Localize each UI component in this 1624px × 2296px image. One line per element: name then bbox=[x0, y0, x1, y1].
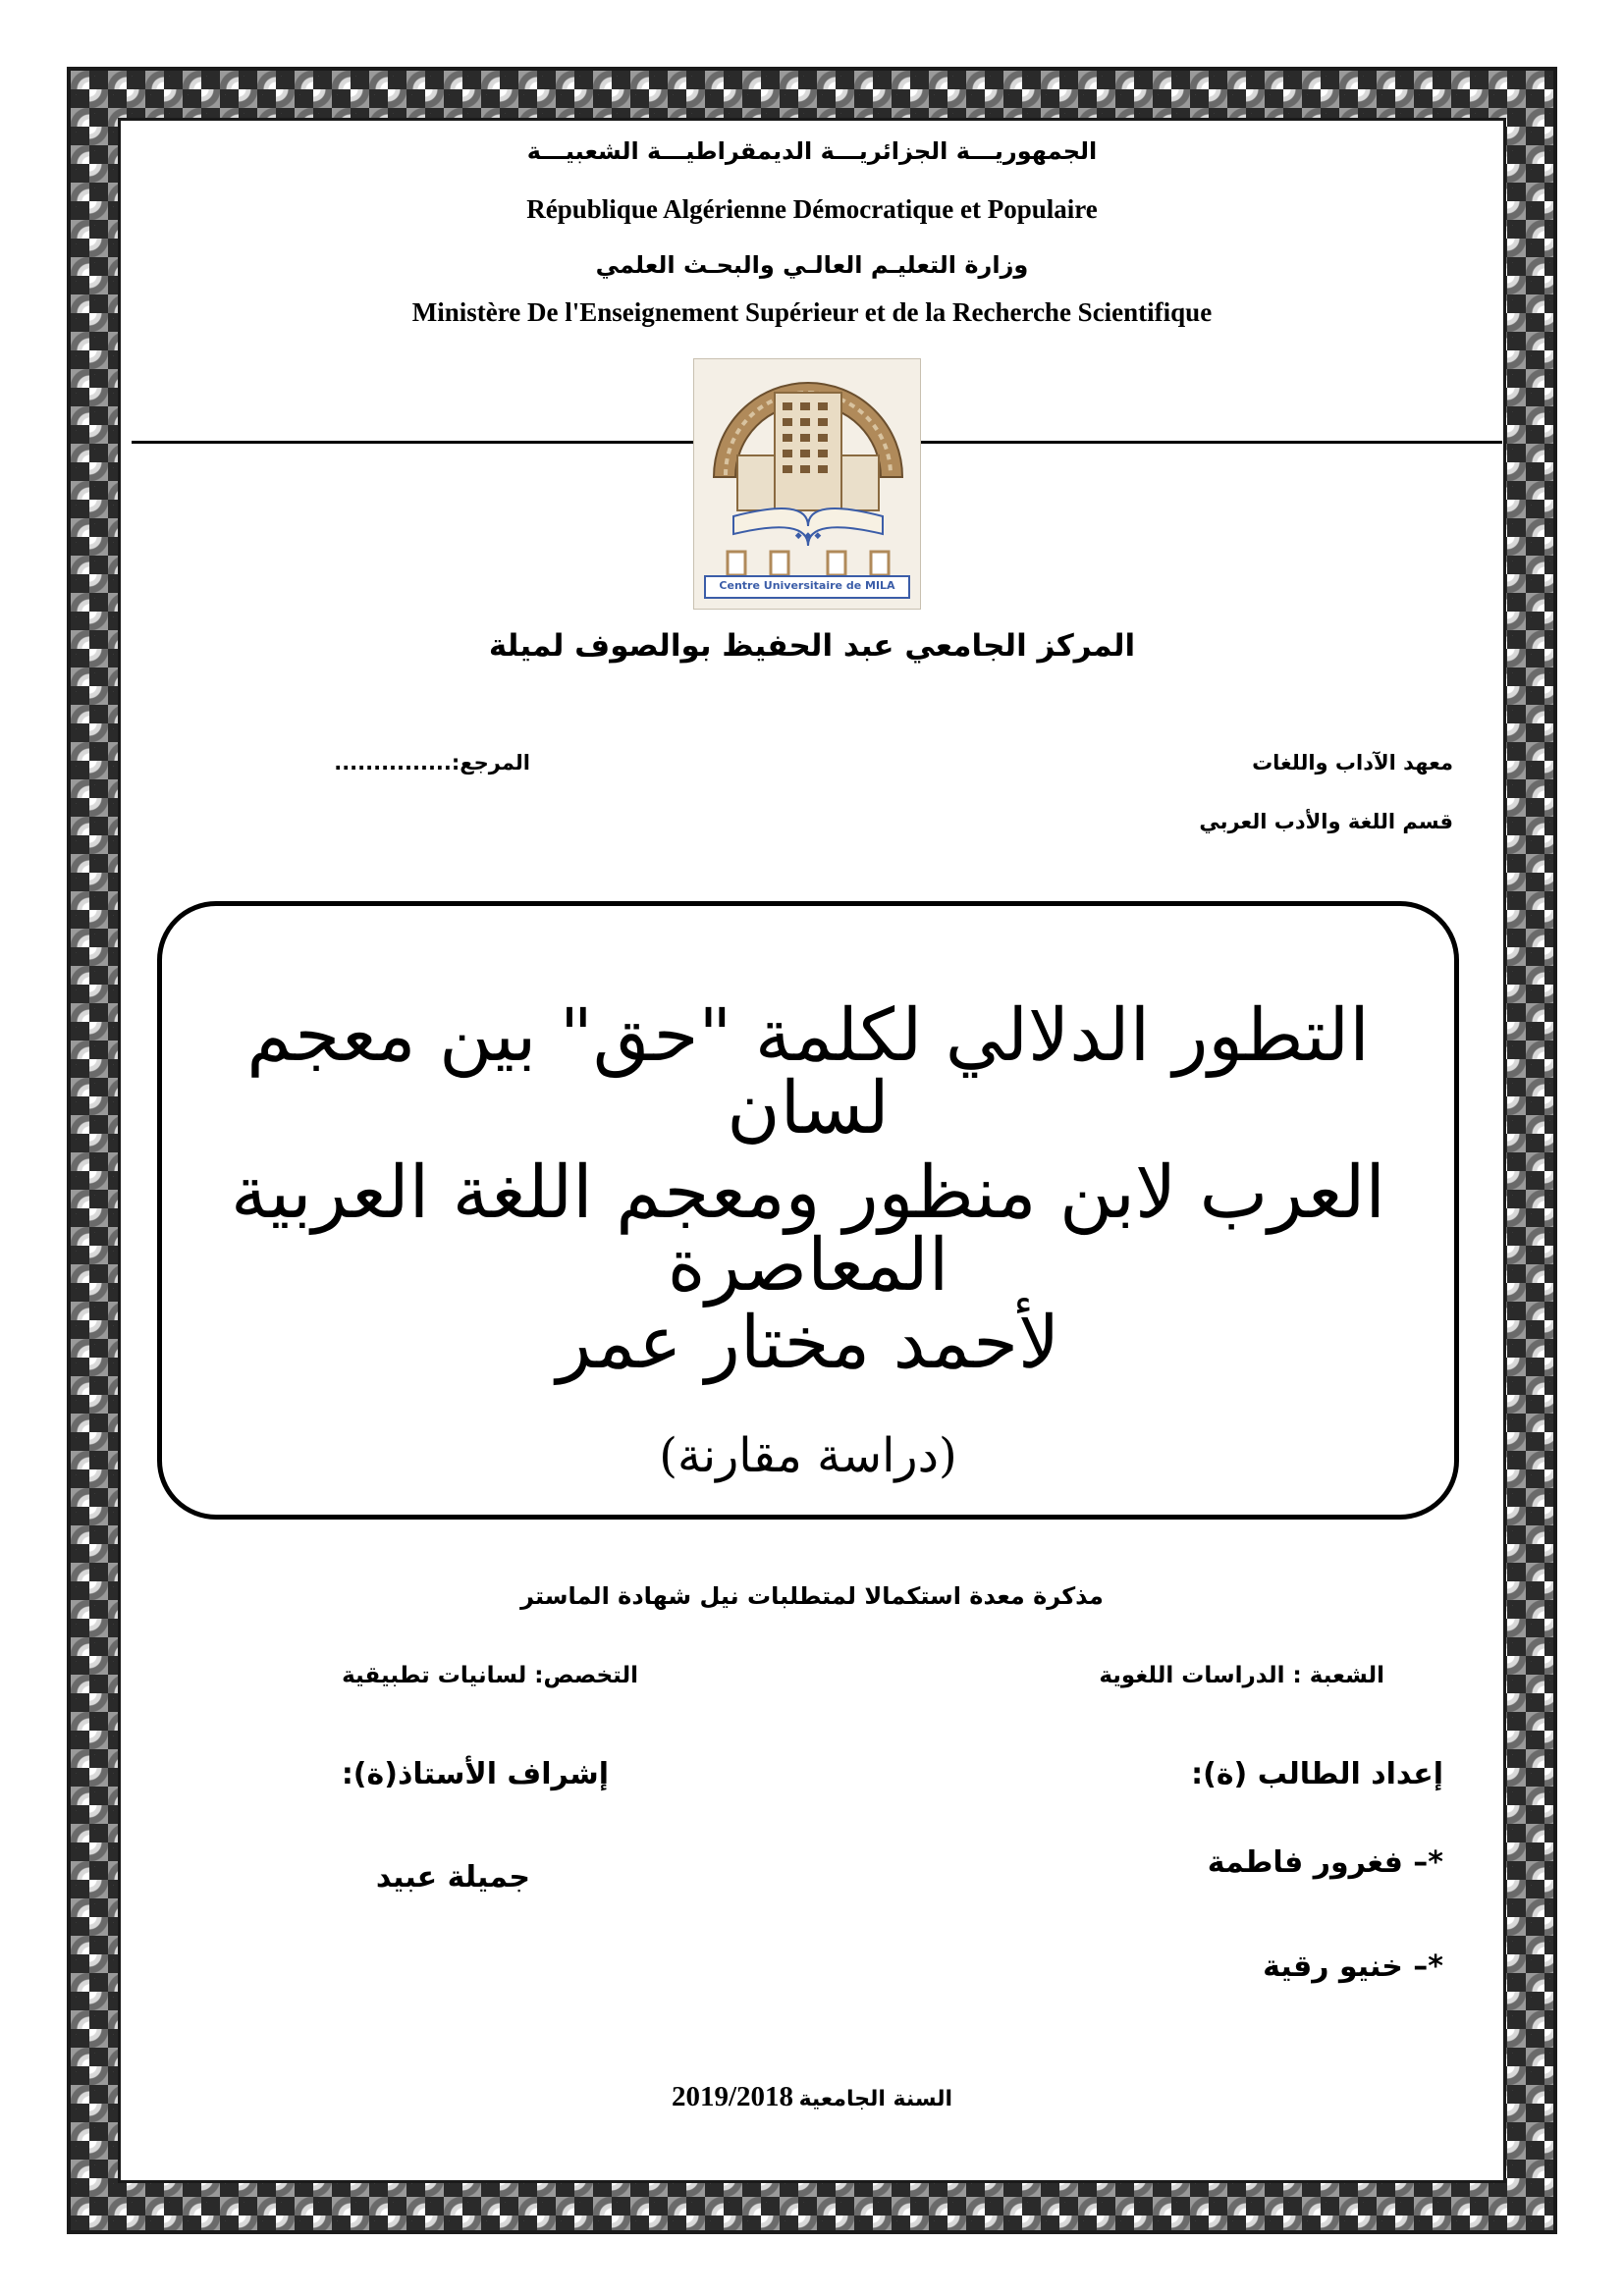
header-left-rule bbox=[132, 441, 703, 444]
academic-year bbox=[118, 2081, 1506, 2113]
supervisor-label: إشراف الأستاذ(ة): bbox=[341, 1757, 609, 1791]
prepared-by-label: إعداد الطالب (ة): bbox=[1191, 1757, 1443, 1791]
memo-statement: مذكرة معدة استكمالا لمتطلبات نيل شهادة الماستر bbox=[520, 1582, 1104, 1610]
university-logo bbox=[693, 358, 921, 610]
department-name: قسم اللغة والأدب العربي bbox=[1199, 810, 1453, 833]
thesis-title-box bbox=[157, 901, 1459, 1520]
branch-field: الشعبة : الدراسات اللغوية bbox=[1099, 1663, 1384, 1688]
institute-name: معهد الآداب واللغات bbox=[1252, 751, 1453, 774]
reference-field: المرجع:............... bbox=[334, 751, 530, 774]
institution-name: المركز الجامعي عبد الحفيظ بوالصوف لميلة bbox=[488, 628, 1136, 664]
logo-caption: Centre Universitaire de MILA bbox=[704, 575, 910, 599]
academic-year-label: السنة الجامعية bbox=[798, 2087, 953, 2111]
logo-building-icon bbox=[694, 359, 921, 610]
thesis-title-line-1: التطور الدلالي لكلمة "حق" بين معجم لسان bbox=[246, 993, 1370, 1150]
republic-french: République Algérienne Démocratique et Populaire bbox=[526, 194, 1098, 224]
student-2: *– خنيو رقية bbox=[1263, 1949, 1443, 1984]
thesis-title-line-2: العرب لابن منظور ومعجم اللغة العربية المعاصرة bbox=[231, 1150, 1385, 1308]
student-1: *– فغرور فاطمة bbox=[1207, 1845, 1443, 1880]
ministry-french: Ministère De l'Enseignement Supérieur et de la Recherche Scientifique bbox=[411, 297, 1213, 327]
republic-arabic: الجمهوريـــة الجزائريـــة الديمقراطيـــة الشعبيـــة bbox=[526, 137, 1098, 165]
ministry-arabic: وزارة التعليـم العالـي والبحـث العلمي bbox=[595, 251, 1029, 279]
specialty-field: التخصص: لسانيات تطبيقية bbox=[342, 1663, 638, 1688]
academic-year-value: 2019/2018 bbox=[671, 2081, 794, 2112]
svg-text:◆ ◆ ◆: ◆ ◆ ◆ bbox=[794, 531, 822, 541]
thesis-title-line-3: لأحمد مختار عمر bbox=[556, 1301, 1060, 1385]
header-right-rule bbox=[913, 441, 1502, 444]
supervisor-name: جميلة عبيد bbox=[375, 1860, 530, 1895]
thesis-subtitle: (دراسة مقارنة) bbox=[659, 1428, 957, 1483]
